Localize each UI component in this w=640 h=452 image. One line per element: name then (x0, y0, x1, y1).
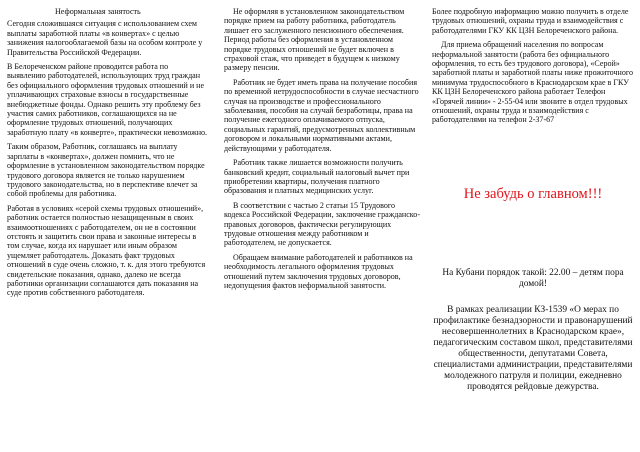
contact-info-paragraph: Более подробную информацию можно получить в отделе трудовых отношений, охраны труда и взаимодействия с работодателями ГКУ КК ЦЗН Белореченского района. (432, 7, 629, 35)
curfew-notice: На Кубани порядок такой: 22.00 – детям пора домой! (442, 268, 624, 289)
paragraph: Работник не будет иметь права на получение пособия по временной нетрудоспособности в случае несчастного случая на производстве и профессионального заболевания, пособия на случай безработицы, права на получение ежегодного оплачиваемого отпуска, социальных гарантий, предусмотренных коллективным договором и локальными нормативными актами, действующими у работодателя. (224, 77, 419, 153)
column-middle (214, 0, 422, 452)
paragraph: Обращаем внимание работодателей и работников на необходимость легального оформления трудовых отношений путем заключения трудовых договоров, недопущения фактов неформальной занятости. (224, 252, 413, 290)
paragraph: Таким образом, Работник, соглашаясь на выплату зарплаты в «конвертах», должен помнить, что не оформление в установленном законодательством порядке трудового договора является не только нарушением трудового законодательства, но в перспективе влечет за собой проблемы для работника. (7, 142, 205, 199)
paragraph: В Белореченском районе проводится работа по выявлению работодателей, использующих труд граждан без официального оформления трудовых отношений и не уплачивающих страховые взносы в государственные внебюджетные фонды. Однако решить эту проблему без участия самих работников, соглашающихся на не оформление трудовых отношений, получающих заработную плату «в конверте», практически невозможно. (7, 62, 208, 137)
hotline-paragraph: Для приема обращений населения по вопросам неформальной занятости (работа без официального оформления, то есть без трудового договора), «Серой» заработной платы и заработной платы ниже прожиточного минимума трудоспособного в Краснодарском крае в ГКУ КК ЦЗН Белореченского района работает Телефон «Горячей линии» - 2-55-04 или звоните в отдел трудовых отношений, охраны труда и взаимодействия с работодателями на телефон 2-37-67 (432, 40, 633, 125)
raids-paragraph: В рамках реализации КЗ-1539 «О мерах по профилактике безнадзорности и правонарушений несовершеннолетних в Краснодарском крае», педагогическим составом школ, представителями общественности, депутатами Совета, специалистами администрации, представителями молодежного патруля и полиции, ежедневно проводятся рейдовые дежурства. (433, 305, 633, 392)
section-title: Неформальная занятость (55, 7, 141, 16)
slogan-heading: Не забудь о главном!!! (463, 186, 603, 202)
paragraph: Не оформляя в установленном законодательством порядке прием на работу работника, работодатель лишает его заслуженного пенсионного обеспечения. Период работы без оформления в установленном порядке трудовых отношений не будет включен в страховой стаж, что приведет в будущем к низкому размеру пенсии. (224, 7, 405, 73)
paragraph: Работая в условиях «серой схемы трудовых отношений», работник остается полностью незащищенным в своих взаимоотношениях с работодателем, он не в состоянии отстоять и защитить свои права и законные интересы в том случае, когда их нарушает или иным образом ущемляет работодатель. Доказать факт трудовых отношений в суде очень сложно, т. к. для этого требуются свидетельские показания, однако, далеко не всегда работники организации соглашаются дать показания на суде против собственного работодателя. (7, 203, 206, 298)
paragraph: В соответствии с частью 2 статьи 15 Трудового кодекса Российской Федерации, заключение гражданско-правовых договоров, фактически регулирующих трудовые отношения между работником и работодателем, не допускается. (224, 200, 421, 248)
paragraph: Сегодня сложившаяся ситуация с использованием схем выплаты заработной платы «в конвертах» с целью занижения налогооблагаемой базы на особом контроле у Правительства Российской Федерации. (7, 19, 203, 57)
paragraph: Работник также лишается возможности получить банковский кредит, социальный налоговый вычет при приобретении квартиры, получения платного образования и платных медицинских услуг. (224, 158, 410, 196)
column-left (0, 0, 212, 452)
